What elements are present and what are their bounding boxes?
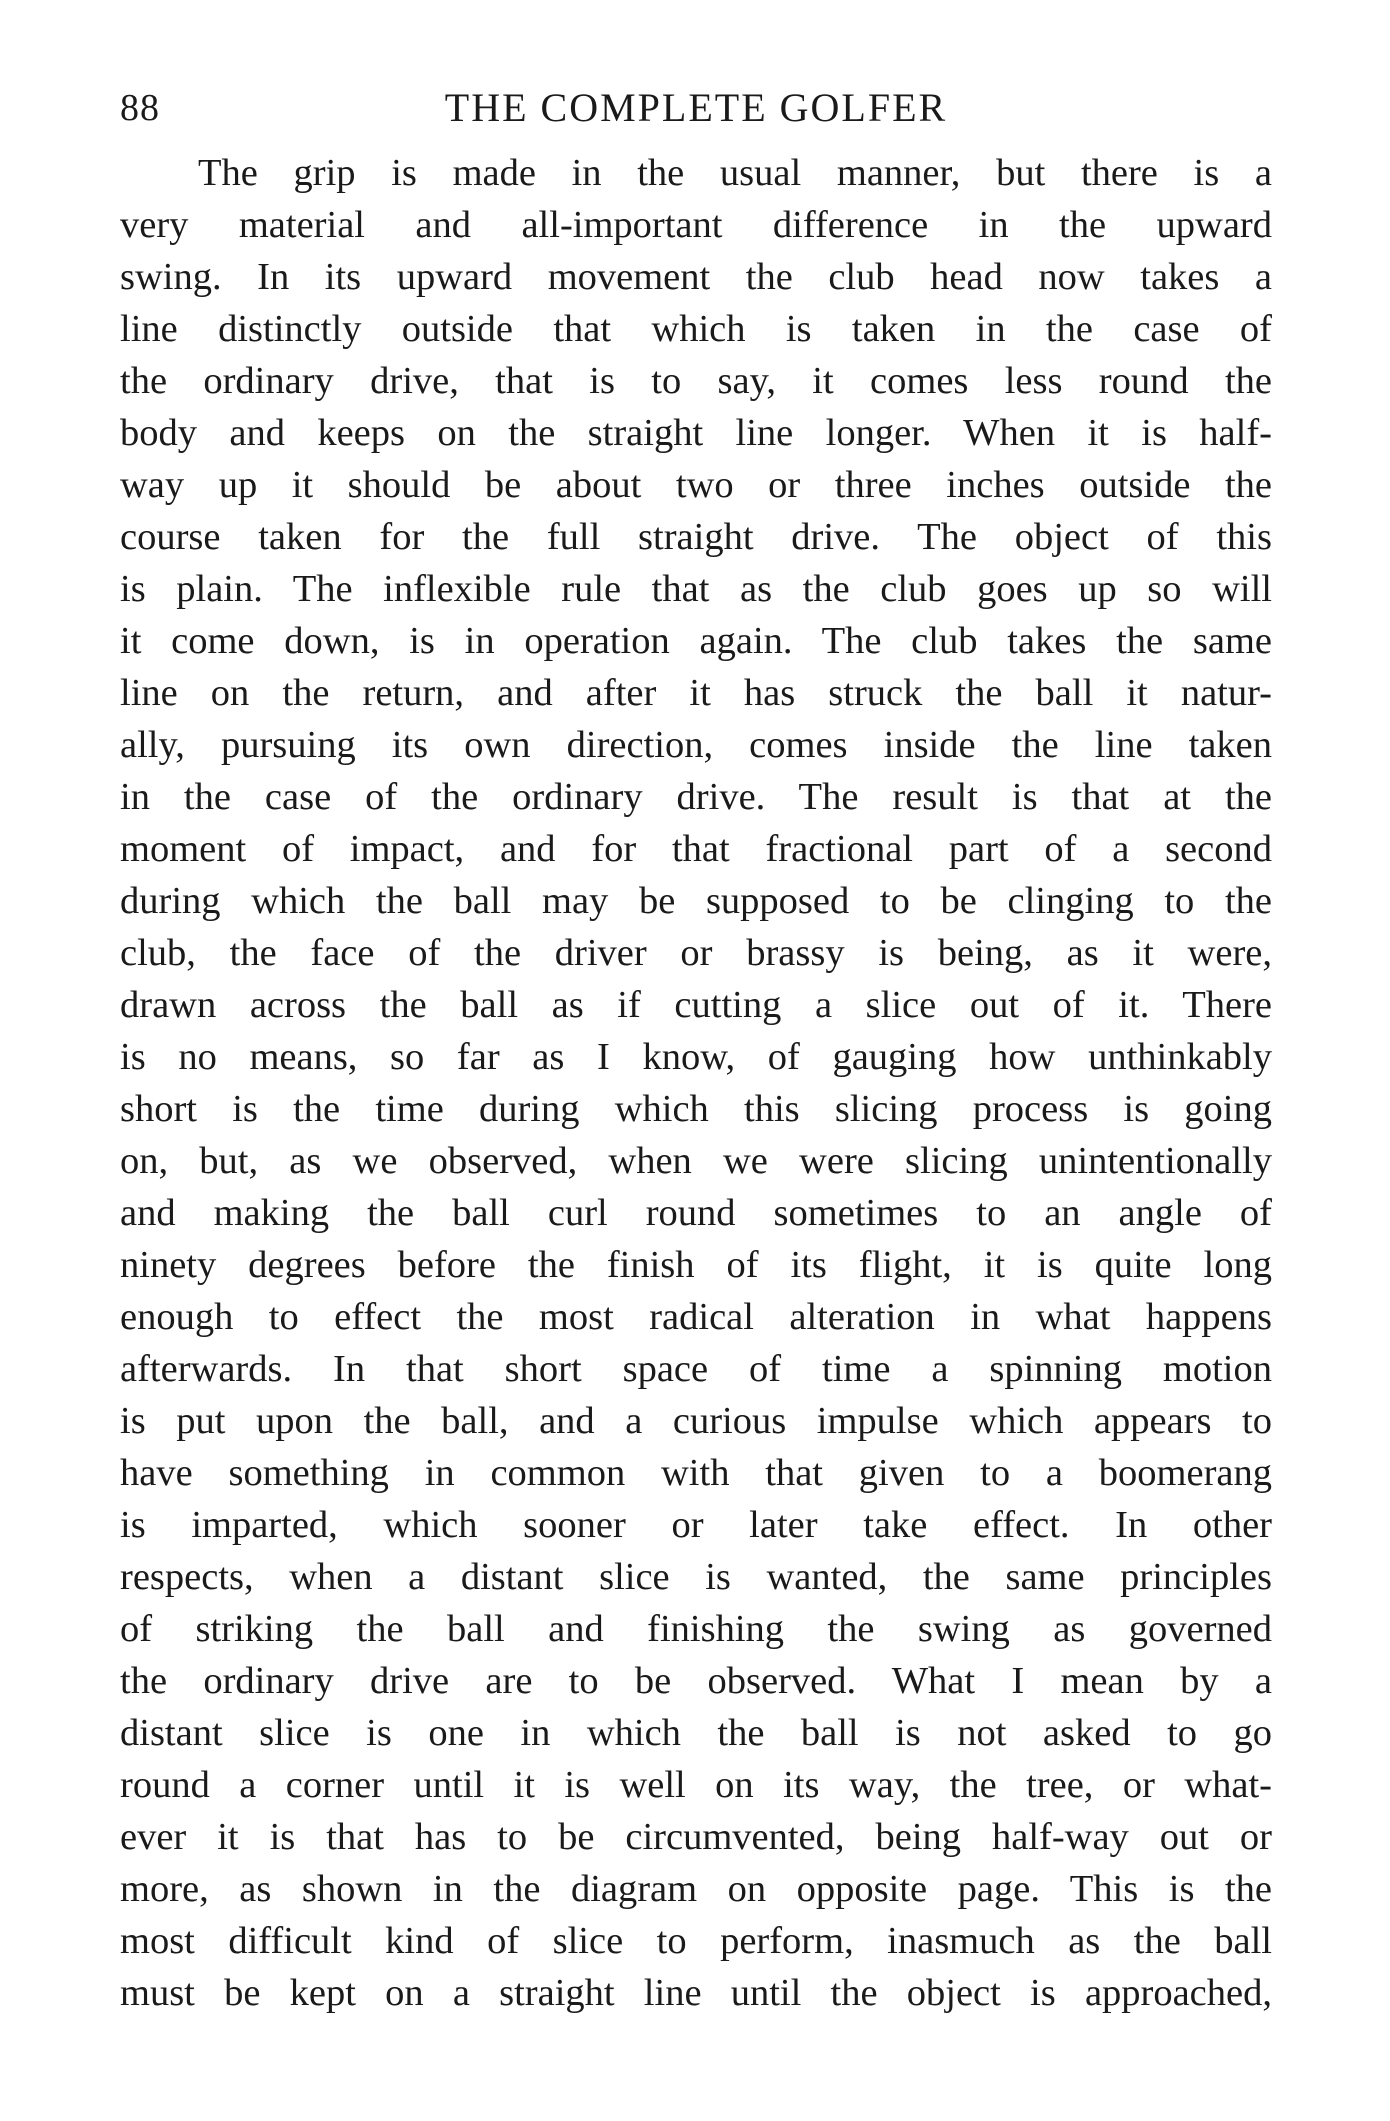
running-title: THE COMPLETE GOLFER xyxy=(444,85,948,130)
text-line: way up it should be about two or three inches outside the xyxy=(120,464,1272,506)
text-line: course taken for the full straight drive. The object of this xyxy=(120,516,1272,558)
text-line: club, the face of the driver or brassy is being, as it were, xyxy=(120,932,1272,974)
text-line: enough to effect the most radical alteration in what happens xyxy=(120,1296,1272,1338)
text-line: drawn across the ball as if cutting a slice out of it. There xyxy=(120,984,1272,1026)
text-line: short is the time during which this slicing process is going xyxy=(120,1088,1272,1130)
text-line: is put upon the ball, and a curious impulse which appears to xyxy=(120,1400,1272,1442)
text-line: afterwards. In that short space of time a spinning motion xyxy=(120,1348,1272,1390)
text-line: ever it is that has to be circumvented, being half-way out or xyxy=(120,1816,1272,1858)
text-line: swing. In its upward movement the club head now takes a xyxy=(120,256,1272,298)
page-header xyxy=(120,78,1272,138)
text-line: line distinctly outside that which is taken in the case of xyxy=(120,308,1272,350)
text-line: and making the ball curl round sometimes to an angle of xyxy=(120,1192,1272,1234)
text-line: it come down, is in operation again. The club takes the same xyxy=(120,620,1272,662)
text-line: The grip is made in the usual manner, but there is a xyxy=(198,152,1272,194)
text-line: most difficult kind of slice to perform, inasmuch as the ball xyxy=(120,1920,1272,1962)
body-paragraph xyxy=(120,147,1272,2019)
text-line: the ordinary drive, that is to say, it comes less round the xyxy=(120,360,1272,402)
text-line: on, but, as we observed, when we were slicing unintentionally xyxy=(120,1140,1272,1182)
text-line: line on the return, and after it has struck the ball it natur- xyxy=(120,672,1272,714)
text-line: round a corner until it is well on its way, the tree, or what- xyxy=(120,1764,1272,1806)
text-line: must be kept on a straight line until the object is approached, xyxy=(120,1972,1272,2014)
text-line: body and keeps on the straight line longer. When it is half- xyxy=(120,412,1272,454)
text-line: is imparted, which sooner or later take effect. In other xyxy=(120,1504,1272,1546)
text-line: distant slice is one in which the ball is not asked to go xyxy=(120,1712,1272,1754)
text-line: ninety degrees before the finish of its flight, it is quite long xyxy=(120,1244,1272,1286)
text-line: during which the ball may be supposed to be clinging to the xyxy=(120,880,1272,922)
text-line: moment of impact, and for that fractional part of a second xyxy=(120,828,1272,870)
text-line: have something in common with that given to a boomerang xyxy=(120,1452,1272,1494)
text-line: very material and all-important difference in the upward xyxy=(120,204,1272,246)
text-line: more, as shown in the diagram on opposite page. This is the xyxy=(120,1868,1272,1910)
text-line: of striking the ball and finishing the swing as governed xyxy=(120,1608,1272,1650)
text-line: is no means, so far as I know, of gauging how unthinkably xyxy=(120,1036,1272,1078)
text-line: the ordinary drive are to be observed. What I mean by a xyxy=(120,1660,1272,1702)
text-line: is plain. The inflexible rule that as the club goes up so will xyxy=(120,568,1272,610)
text-line: respects, when a distant slice is wanted, the same principles xyxy=(120,1556,1272,1598)
text-line: ally, pursuing its own direction, comes inside the line taken xyxy=(120,724,1272,766)
page-number: 88 xyxy=(120,87,160,129)
text-line: in the case of the ordinary drive. The result is that at the xyxy=(120,776,1272,818)
